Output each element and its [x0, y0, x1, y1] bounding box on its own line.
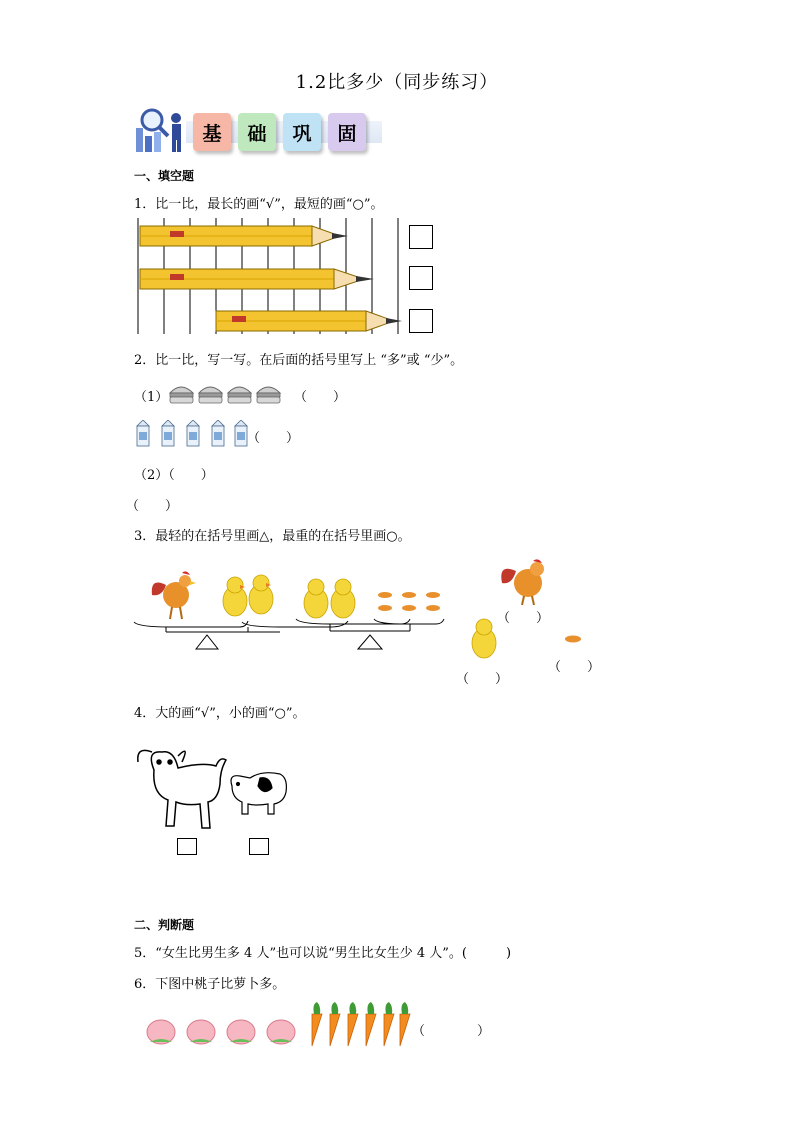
- pencil-comparison-figure: [136, 218, 406, 334]
- question-5-text: 5．“女生比男生多 4 人”也可以说“男生比女生少 4 人”。( ): [134, 946, 512, 961]
- part-2-label[interactable]: （2）（ ）: [134, 468, 214, 483]
- question-4-text: 4．大的画“√”，小的画“○”。: [134, 706, 306, 721]
- milk-carton-row-image: [134, 420, 252, 448]
- answer-box-small-cattle[interactable]: [249, 838, 269, 855]
- banner-tile-2: 础: [238, 113, 276, 151]
- banner-tile-3: 巩: [283, 113, 321, 151]
- answer-paren-chick[interactable]: （ ）: [456, 672, 509, 687]
- answer-paren-rooster[interactable]: （ ）: [497, 611, 550, 626]
- answer-box-pencil-3[interactable]: [409, 309, 433, 333]
- answer-box-pencil-2[interactable]: [409, 266, 433, 290]
- question-2-text: 2．比一比，写一写。在后面的括号里写上 “多”或 “少”。: [134, 353, 464, 368]
- burger-row-image: [168, 381, 284, 407]
- answer-paren-burgers[interactable]: （ ）: [294, 390, 347, 405]
- banner-tile-4: 固: [328, 113, 366, 151]
- part-1-label: （1）: [134, 390, 169, 405]
- answer-paren-part-2[interactable]: （ ）: [126, 499, 179, 514]
- page-title: 1.2比多少（同步练习）: [295, 72, 499, 93]
- banner-tile-1: 基: [193, 113, 231, 151]
- answer-paren-q6[interactable]: （ ）: [412, 1024, 491, 1039]
- banner-magnifier-icon: [132, 106, 188, 156]
- question-1-text: 1．比一比，最长的画“√”，最短的画“○”。: [134, 197, 384, 212]
- peaches-carrots-figure: [142, 1000, 414, 1050]
- answer-box-big-cattle[interactable]: [177, 838, 197, 855]
- cattle-figure: [132, 740, 292, 835]
- section-heading-true-false: 二、判断题: [134, 918, 195, 932]
- question-3-text: 3．最轻的在括号里画△，最重的在括号里画○。: [134, 529, 411, 544]
- question-6-text: 6．下图中桃子比萝卜多。: [134, 977, 286, 992]
- answer-paren-fish[interactable]: （ ）: [548, 660, 601, 675]
- answer-paren-milk[interactable]: （ ）: [247, 431, 300, 446]
- answer-box-pencil-1[interactable]: [409, 225, 433, 249]
- section-heading-fill-blank: 一、填空题: [134, 169, 195, 183]
